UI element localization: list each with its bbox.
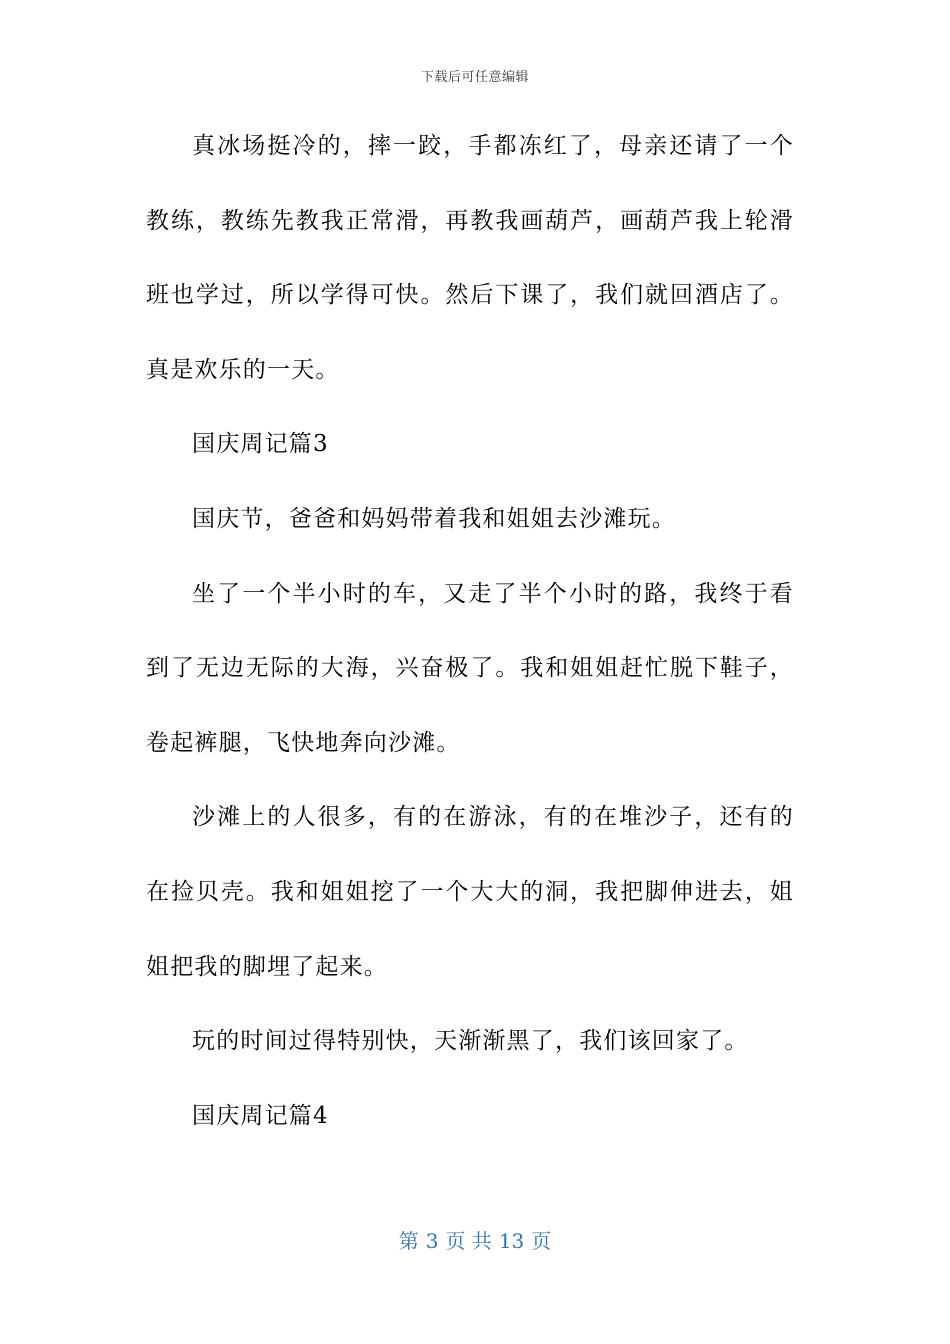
header-note: 下载后可任意编辑 xyxy=(420,70,529,85)
page-footer xyxy=(0,1225,950,1254)
paragraph-trip-to-sea: 坐了一个半小时的车，又走了半个小时的路，我终于看到了无边无际的大海，兴奋极了。我和姐姐赶忙脱下鞋子，卷起裤腿，飞快地奔向沙滩。 xyxy=(146,580,794,756)
footer-total-pages: 13 xyxy=(498,1229,525,1253)
paragraph-going-home: 玩的时间过得特别快，天渐渐黑了，我们该回家了。 xyxy=(192,1028,749,1055)
footer-suffix: 页 xyxy=(531,1229,552,1253)
paragraph-beach-activities: 沙滩上的人很多，有的在游泳，有的在堆沙子，还有的在捡贝壳。我和姐姐挖了一个大大的洞，我把脚伸进去，姐姐把我的脚埋了起来。 xyxy=(146,804,794,980)
footer-current-page: 3 xyxy=(425,1229,439,1253)
paragraph-national-day: 国庆节，爸爸和妈妈带着我和姐姐去沙滩玩。 xyxy=(192,505,676,532)
footer-prefix: 第 xyxy=(398,1229,419,1253)
section-title-4: 国庆周记篇4 xyxy=(192,1102,329,1129)
section-title-3: 国庆周记篇3 xyxy=(192,431,329,458)
document-body xyxy=(146,109,794,1153)
paragraph-ice-rink: 真冰场挺冷的，摔一跤，手都冻红了，母亲还请了一个教练，教练先教我正常滑，再教我画葫芦，画葫芦我上轮滑班也学过，所以学得可快。然后下课了，我们就回酒店了。真是欢乐的一天。 xyxy=(146,133,794,383)
footer-mid: 页 共 xyxy=(445,1229,492,1253)
